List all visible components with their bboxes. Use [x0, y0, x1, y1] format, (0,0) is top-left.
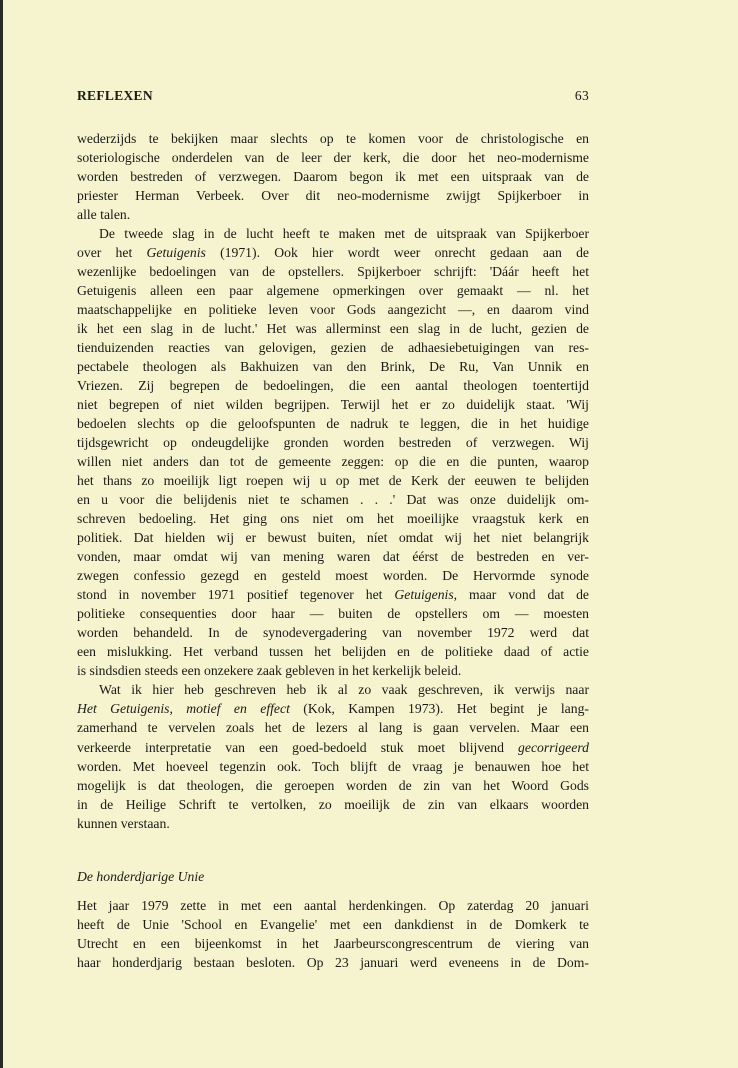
section-heading	[77, 867, 589, 886]
italic-book-title: Het Getuigenis, motief en effect	[77, 701, 290, 717]
page-number: 63	[574, 88, 589, 103]
text-line: het thans zo moeilijk ligt roepen wij u op met de Kerk der eeuwen te belijden	[77, 473, 589, 489]
italic-word: gecorrigeerd	[518, 739, 589, 755]
italic-title: Getuigenis	[146, 245, 206, 261]
text-line: haar honderdjarig bestaan besloten. Op 23 januari werd eveneens in de Dom-	[77, 954, 589, 970]
text-line-part: verkeerde interpretatie van een goed-bedoeld stuk moet blijvend	[77, 739, 519, 755]
text-line: een mislukking. Het verband tussen het belijden en de politieke daad of actie	[77, 644, 589, 660]
text-line: mogelijk is dat theologen, die geroepen worden de zin van het Woord Gods	[77, 777, 589, 793]
text-line: Getuigenis alleen een paar algemene opmerkingen over gemaakt — nl. het	[77, 283, 589, 299]
italic-title: Getuigenis	[394, 587, 454, 603]
text-line	[77, 243, 589, 262]
paragraph	[77, 896, 589, 972]
text-line: zamerhand te vervelen zoals het de lezers al lang is gaan vervelen. Maar een	[77, 720, 589, 736]
text-line-part: (Kok, Kampen 1973). Het begint je lang-	[289, 701, 589, 717]
text-line: wezenlijke bedoelingen van de opstellers. Spijkerboer schrijft: 'Dáár heeft het	[77, 264, 589, 280]
text-line	[77, 738, 589, 757]
text-line: in de Heilige Schrift te vertolken, zo moeilijk de zin van elkaars woorden	[77, 796, 589, 812]
text-line: niet begrepen of niet wilden begrijpen. Terwijl het er zo duidelijk staat. 'Wij	[77, 397, 589, 413]
text-line: tijdsgewricht op ondeugdelijke gronden worden bestreden of verzwegen. Wij	[77, 435, 589, 451]
text-line: soteriologische onderdelen van de leer der kerk, die door het neo-modernisme	[77, 150, 589, 166]
text-line: De tweede slag in de lucht heeft te maken met de uitspraak van Spijkerboer	[99, 226, 589, 242]
text-line: is sindsdien steeds een onzekere zaak gebleven in het kerkelijk beleid.	[77, 663, 462, 679]
text-line	[77, 699, 589, 718]
text-line-part: , maar vond dat de	[453, 587, 590, 603]
text-line: ik het een slag in de lucht.' Het was allerminst een slag in de lucht, gezien de	[77, 321, 589, 337]
section-spacer	[77, 833, 589, 867]
text-line: vonden, maar omdat wij van mening waren dat éérst de bestreden en ver-	[77, 549, 589, 565]
text-line: Wat ik hier heb geschreven heb ik al zo vaak geschreven, ik verwijs naar	[99, 682, 589, 698]
text-line: en u voor die belijdenis niet te schamen . . .' Dat was onze duidelijk om-	[77, 492, 589, 508]
text-line: tienduizenden reacties van gelovigen, gezien de adhaesiebetuigingen van res-	[77, 340, 589, 356]
section-spacer	[77, 886, 589, 896]
text-line: Vriezen. Zij begrepen de bedoelingen, die een aantal theologen toentertijd	[77, 378, 589, 394]
text-line: pectabele theologen als Bakhuizen van den Brink, De Ru, Van Unnik en	[77, 359, 589, 375]
text-line: priester Herman Verbeek. Over dit neo-modernisme zwijgt Spijkerboer in	[77, 188, 589, 204]
text-line: maatschappelijke en politieke leven voor Gods aangezicht —, en daarom vind	[77, 302, 589, 318]
text-line-part: stond in november 1971 positief tegenover het	[77, 587, 395, 603]
text-line: zwegen confessio gezegd en gesteld moest worden. De Hervormde synode	[77, 568, 589, 584]
text-line: politieke consequenties door haar — buiten de opstellers om — moesten	[77, 606, 589, 622]
page-edge	[0, 0, 3, 1068]
article-body	[77, 129, 589, 972]
section-title: De honderdjarige Unie	[77, 868, 205, 884]
text-line: willen niet anders dan tot de gemeente zeggen: op die en die punten, waarop	[77, 454, 589, 470]
text-line: worden bestreden of verzwegen. Daarom begon ik met een uitspraak van de	[77, 169, 589, 185]
text-line	[77, 585, 589, 604]
text-line: Utrecht en een bijeenkomst in het Jaarbeurscongrescentrum de viering van	[77, 935, 589, 951]
text-line: bedoelen slechts op die geloofspunten de nadruk te leggen, die in het huidige	[77, 416, 589, 432]
text-line: politiek. Dat hielden wij er bewust buiten, níet omdat wij het niet belangrijk	[77, 530, 589, 546]
text-line-part: over het	[77, 245, 147, 261]
text-line: worden. Met hoeveel tegenzin ook. Toch blijft de vraag je benauwen hoe het	[77, 758, 589, 774]
text-line: kunnen verstaan.	[77, 815, 170, 831]
text-line: wederzijds te bekijken maar slechts op te komen voor de christologische en	[77, 131, 589, 146]
text-line: Het jaar 1979 zette in met een aantal herdenkingen. Op zaterdag 20 januari	[77, 897, 589, 913]
paragraph	[77, 224, 589, 680]
text-line: heeft de Unie 'School en Evangelie' met een dankdienst in de Domkerk te	[77, 916, 589, 932]
running-head	[77, 88, 589, 108]
running-title: REFLEXEN	[77, 88, 153, 103]
paragraph	[77, 129, 589, 224]
text-line: alle talen.	[77, 207, 131, 223]
text-line: schreven bedoeling. Het ging ons niet om het moeilijke vraagstuk kerk en	[77, 511, 589, 527]
paragraph	[77, 680, 589, 832]
text-line-part: (1971). Ook hier wordt weer onrecht gedaan aan de	[205, 245, 589, 261]
text-line: worden behandeld. In de synodevergadering van november 1972 werd dat	[77, 625, 589, 641]
